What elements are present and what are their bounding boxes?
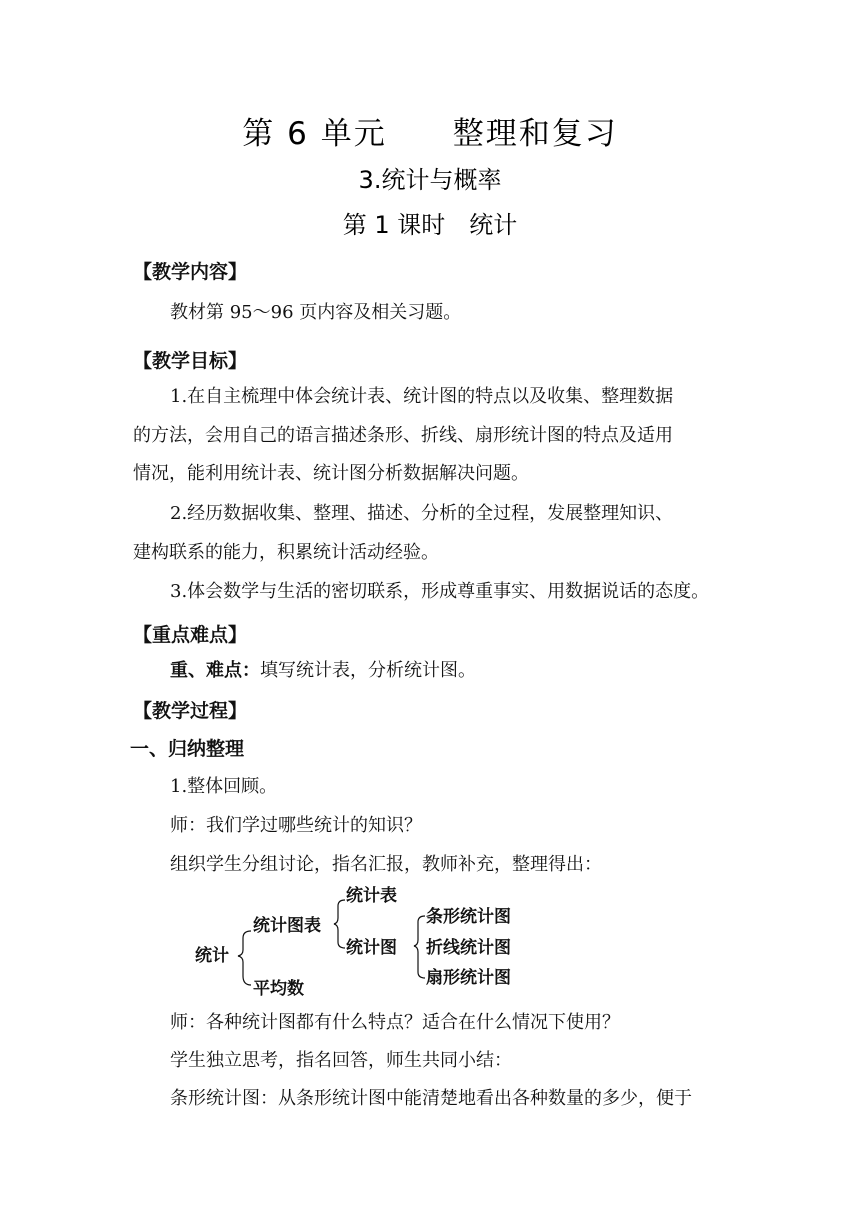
tree-table: 统计表 xyxy=(346,886,397,906)
unit-title: 第 6 单元 整理和复习 xyxy=(242,116,618,152)
tree-bar: 条形统计图 xyxy=(426,907,511,927)
step1: 1.整体回顾。 xyxy=(170,776,278,797)
tree-brace-types xyxy=(414,916,425,978)
goal1-line2: 的方法，会用自己的语言描述条形、折线、扇形统计图的特点及适用 xyxy=(133,425,673,446)
tree-chart-table: 统计图表 xyxy=(253,916,321,936)
teaching-content-text: 教材第 95～96 页内容及相关习题。 xyxy=(170,302,462,323)
goal2-line2: 建构联系的能力，积累统计活动经验。 xyxy=(133,542,439,563)
goal2-line1: 2.经历数据收集、整理、描述、分析的全过程，发展整理知识、 xyxy=(170,503,674,524)
bar-chart-description: 条形统计图：从条形统计图中能清楚地看出各种数量的多少，便于 xyxy=(170,1088,692,1109)
goal3: 3.体会数学与生活的密切联系，形成尊重事实、用数据说话的态度。 xyxy=(170,581,710,602)
tree-pie: 扇形统计图 xyxy=(426,968,511,988)
teaching-goals-heading: 【教学目标】 xyxy=(133,350,248,372)
student-text: 学生独立思考，指名回答，师生共同小结： xyxy=(170,1050,512,1071)
teacher-question-2: 师：各种统计图都有什么特点？适合在什么情况下使用？ xyxy=(170,1012,620,1033)
process-heading: 【教学过程】 xyxy=(133,700,248,722)
tree-brace-charts xyxy=(334,900,345,948)
statistics-knowledge-tree xyxy=(185,878,545,1006)
lesson-title: 第 1 课时 统计 xyxy=(342,211,518,239)
key-points-line xyxy=(170,652,476,690)
tree-chart: 统计图 xyxy=(346,938,397,958)
tree-root: 统计 xyxy=(195,946,229,966)
teacher-question-1: 师：我们学过哪些统计的知识？ xyxy=(170,815,422,836)
key-points-text: 填写统计表，分析统计图。 xyxy=(260,660,476,681)
goal1-line3: 情况，能利用统计表、统计图分析数据解决问题。 xyxy=(133,463,529,484)
teaching-content-heading: 【教学内容】 xyxy=(133,261,248,283)
section1-heading: 一、归纳整理 xyxy=(130,738,245,760)
key-points-heading: 【重点难点】 xyxy=(133,624,248,646)
organize-text: 组织学生分组讨论，指名汇报，教师补充，整理得出： xyxy=(170,854,602,875)
goal1-line1: 1.在自主梳理中体会统计表、统计图的特点以及收集、整理数据 xyxy=(170,386,674,407)
key-points-label: 重、难点： xyxy=(170,660,260,681)
tree-line: 折线统计图 xyxy=(426,938,511,958)
tree-average: 平均数 xyxy=(253,979,304,999)
tree-brace-root xyxy=(238,931,251,985)
section-title: 3.统计与概率 xyxy=(358,166,502,194)
